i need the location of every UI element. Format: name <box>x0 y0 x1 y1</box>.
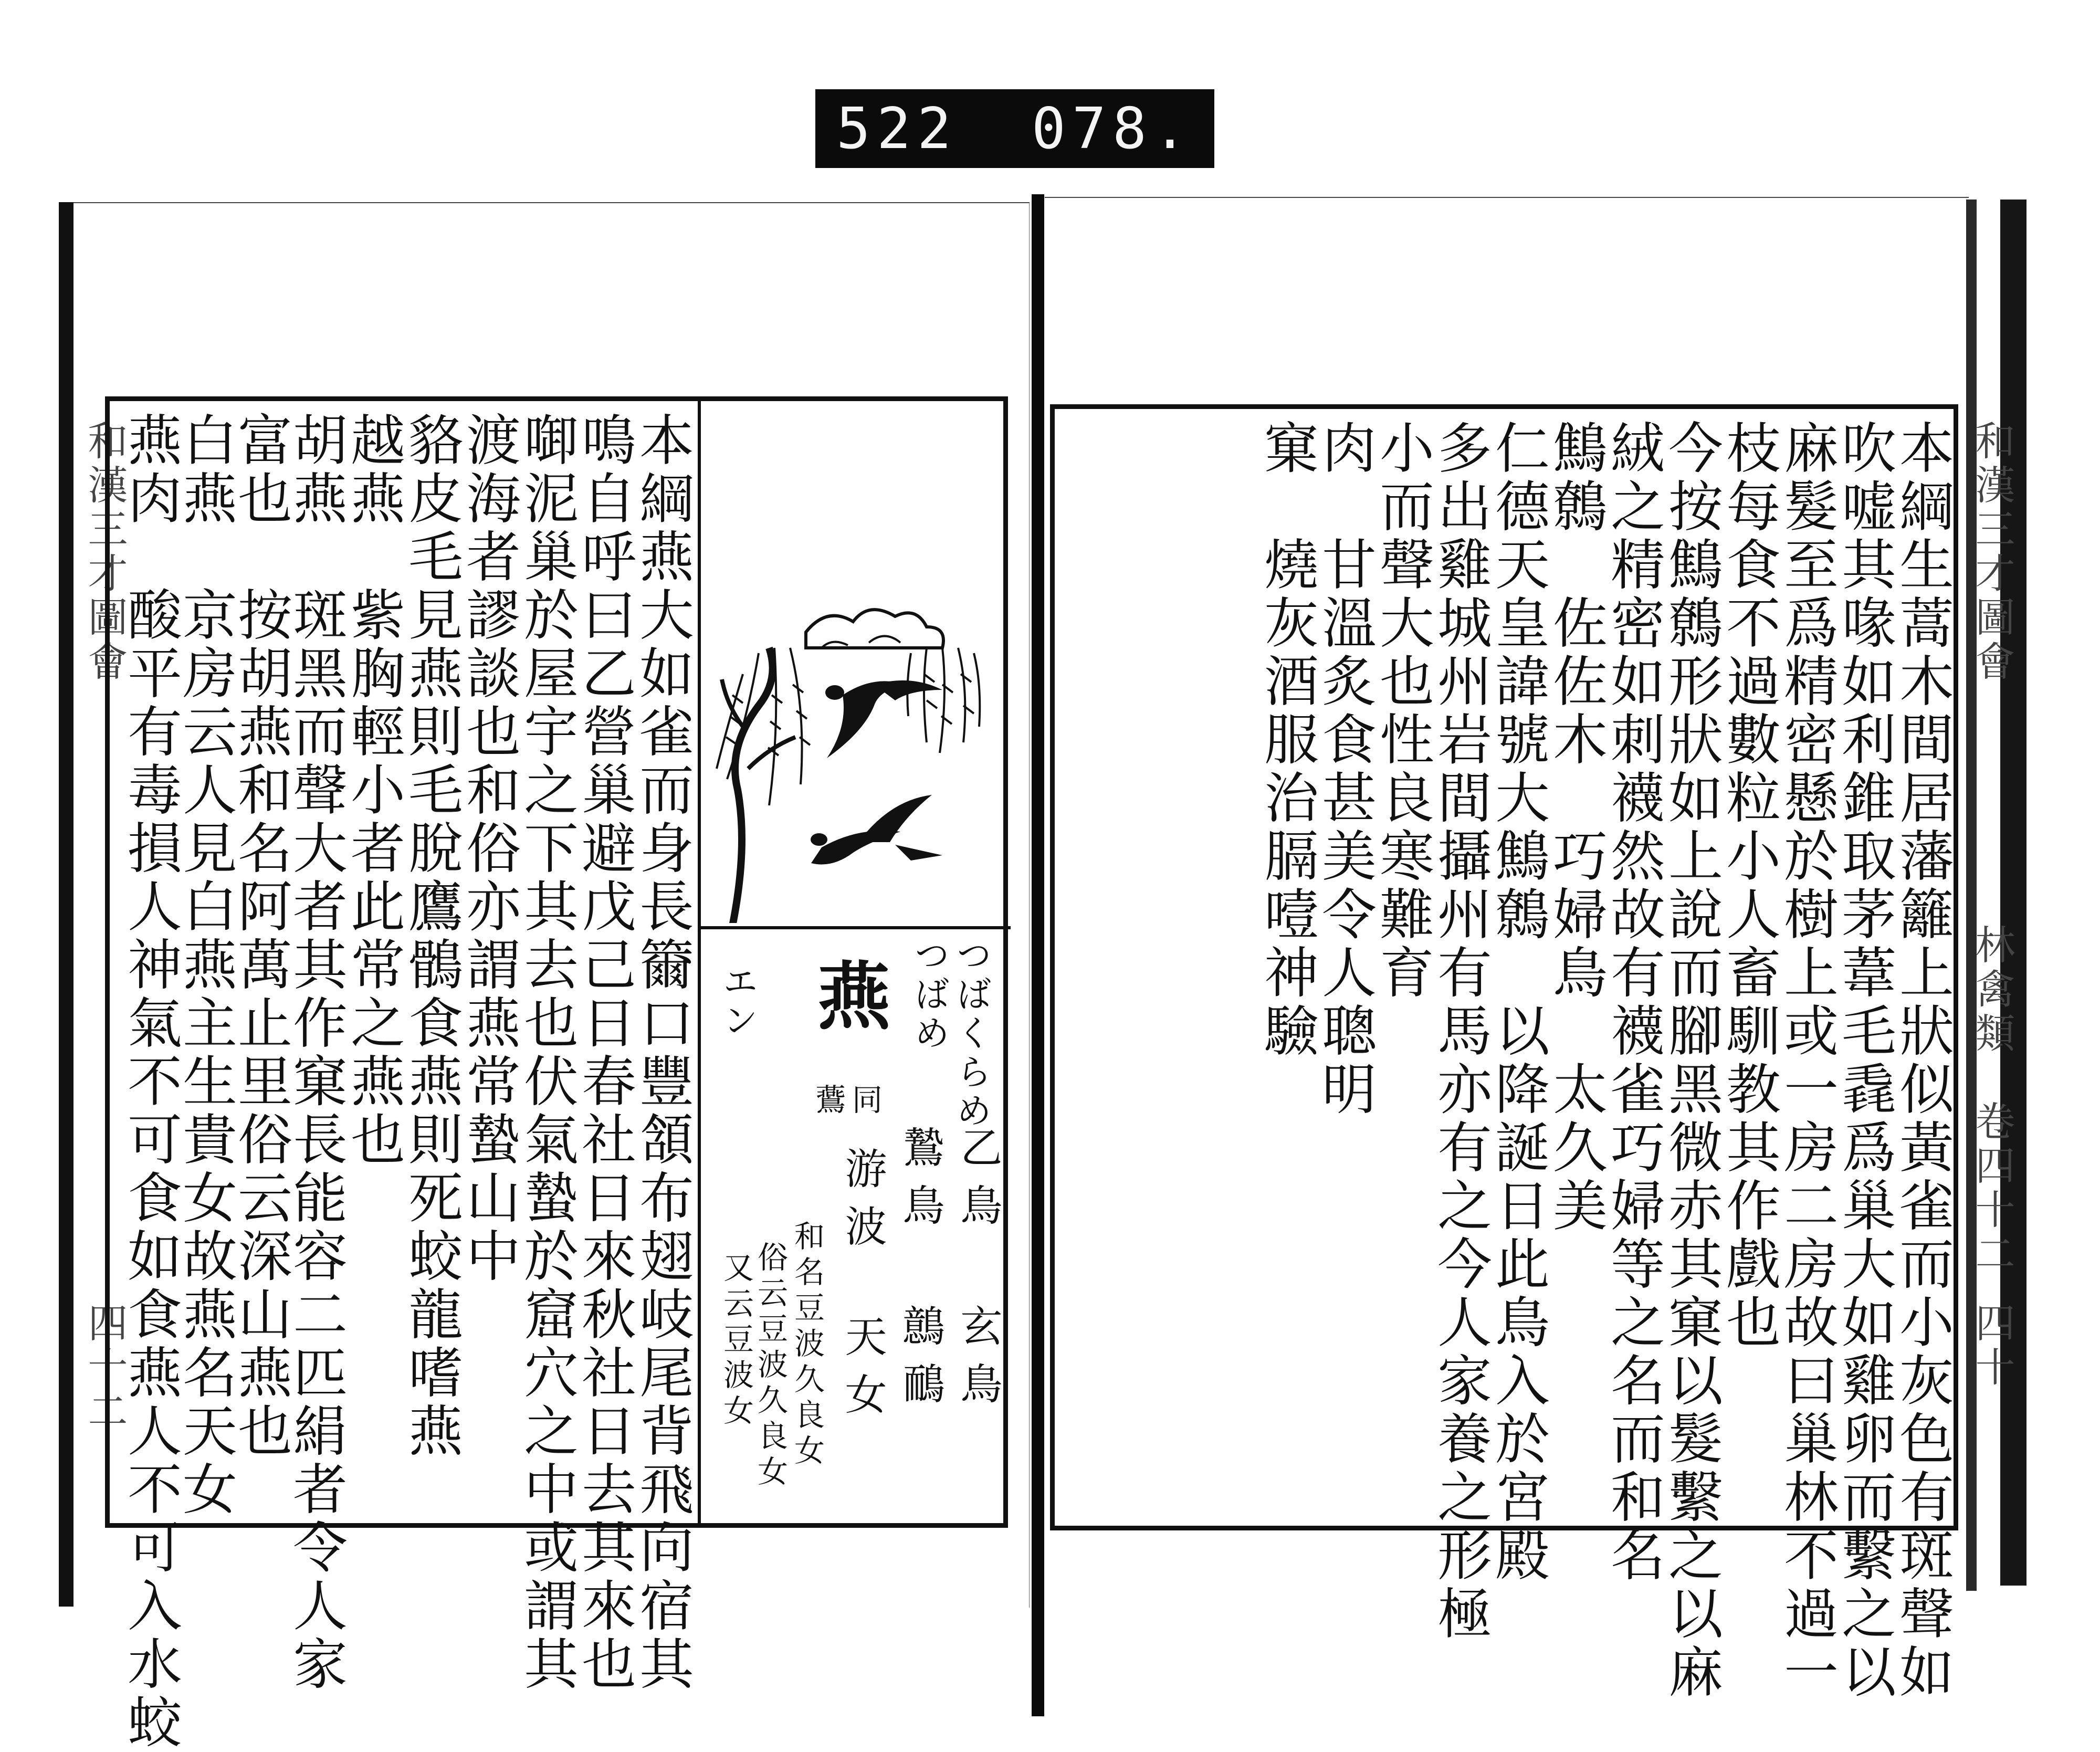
wamyo-line: 又云豆波女 <box>718 1252 754 1430</box>
text-column: 仁德天皇諱號大鷦鷯 以降誕日此鳥入於宮殿 <box>1486 419 1550 1585</box>
microfilm-frame-number <box>815 89 1214 168</box>
left-margin-page: 四十二 <box>81 1302 128 1434</box>
alias-item: 天女 <box>838 1315 887 1430</box>
left-margin-title: 和漢三才圖會 <box>81 420 128 685</box>
swallow-illustration <box>701 401 1007 923</box>
text-column: 麻髮至爲精密懸於樹上或一房二房故曰巢林不過一 <box>1774 419 1839 1702</box>
text-column: 白燕 京房云人見白燕主生貴女故燕名天女 <box>173 412 237 1519</box>
text-column: 越燕 紫胸輕小者此常之燕也 <box>341 412 405 1169</box>
alias-item: 鷾鴯 <box>896 1304 944 1420</box>
right-margin-section: 林禽類 卷四十二 <box>1969 924 2015 1277</box>
text-column: 絨之精密如刺襪然故有襪雀巧婦等之名而和名 <box>1601 419 1665 1585</box>
text-column: 多出雞城州岩間攝州有馬亦有之今人家養之形極 <box>1428 419 1492 1643</box>
text-column: 鳴自呼曰乙營巢避戊己日春社日來秋社日去其來也 <box>572 412 636 1694</box>
alias-top: 鷰 <box>810 1084 846 1119</box>
wamyo-line: 俗云豆波久良女 <box>752 1241 788 1491</box>
text-column: 渡海者謬談也和俗亦謂燕常蟄山中 <box>457 412 521 1286</box>
left-page-panel <box>105 396 1008 1752</box>
text-column: 本綱燕大如雀而身長籋口豐頷布翅岐尾背飛向宿其 <box>630 412 694 1694</box>
frame-number-left: 522 <box>836 96 958 162</box>
text-column: 貉皮毛見燕則毛脫鷹鶻食燕則死蛟龍嗜燕 <box>399 412 463 1461</box>
kun-reading-2: つばめ <box>908 937 950 1053</box>
frame-number-right: 078. <box>1031 96 1193 162</box>
text-column: 燕肉 酸平有毒損人神氣不可食如食燕人不可入水蛟 <box>118 412 182 1752</box>
alias-same: 同 <box>847 1084 883 1119</box>
text-column: 富也 按胡燕和名阿萬止里俗云深山燕也 <box>228 412 292 1461</box>
entry-title-box <box>698 926 1011 1525</box>
wamyo-line: 和名豆波久良女 <box>789 1220 825 1470</box>
entry-heading: 燕 <box>805 958 891 1031</box>
book-gutter <box>1032 194 1044 1716</box>
text-column: 吹嘘其喙如利錐取茅葦毛毳爲巢大如雞卵而繫之以 <box>1832 419 1896 1702</box>
on-reading: エン <box>717 963 758 1041</box>
text-column: 鷦鷯 佐佐木 巧婦鳥 太久美 <box>1544 419 1608 1235</box>
alias-item: 乙鳥 <box>953 1126 1002 1241</box>
text-column: 本綱生蒿木間居藩籬上狀似黃雀而小灰色有斑聲如 <box>1890 419 1954 1702</box>
right-margin-title: 和漢三才圖會 <box>1969 420 2015 685</box>
alias-item: 玄鳥 <box>953 1304 1002 1420</box>
text-column: 小而聲大也性良寒難育 <box>1370 419 1434 1002</box>
alias-item: 鷙鳥 <box>896 1126 944 1241</box>
text-column: 今按鷦鷯形狀如上說而腳黑微赤其窠以髮繫之以麻 <box>1659 419 1723 1702</box>
right-page-panel <box>1050 404 1958 1702</box>
illustration-box <box>698 401 1011 929</box>
book-edge-left <box>59 202 74 1607</box>
text-column: 啣泥巢於屋宇之下其去也伏氣蟄於窟穴之中或謂其 <box>514 412 579 1694</box>
text-column: 窠 燒灰酒服治膈噎神驗 <box>1255 419 1319 1061</box>
text-column: 胡燕 斑黑而聲大者其作窠長能容二匹絹者令人家 <box>284 412 348 1694</box>
right-margin-page: 四十 <box>1969 1302 2015 1390</box>
alias-item: 游波 <box>838 1147 887 1262</box>
text-column: 肉 甘溫炙食甚美令人聰明 <box>1312 419 1377 1119</box>
kun-reading-1: つばくらめ <box>950 937 992 1131</box>
text-column: 枝每食不過數粒小人畜馴教其作戲也 <box>1717 419 1781 1352</box>
